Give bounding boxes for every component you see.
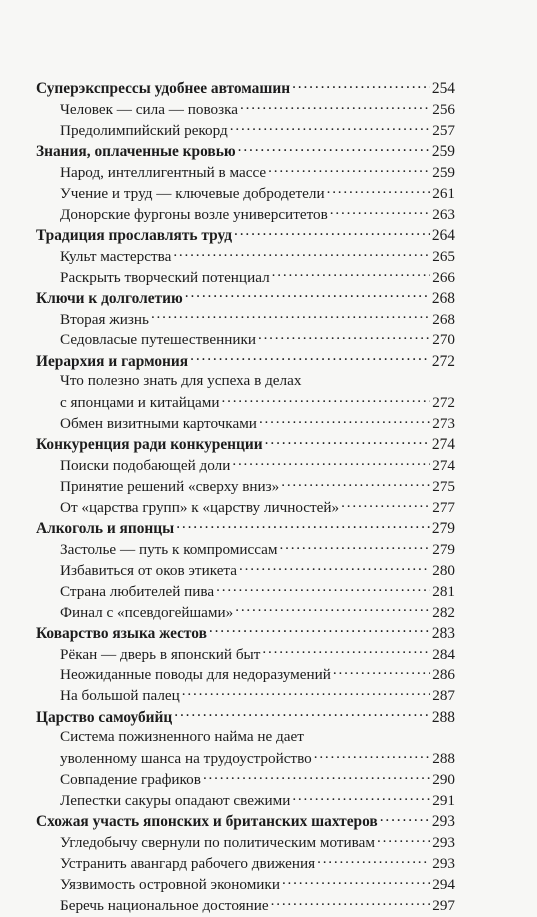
toc-section-entry	[36, 832, 455, 853]
toc-entry-title: Система пожизненного найма не дает	[60, 728, 304, 746]
toc-dot-leader	[327, 183, 431, 198]
toc-dot-leader	[209, 622, 430, 637]
toc-dot-leader	[203, 769, 430, 784]
toc-entry-title: Устранить авангард рабочего движения	[60, 854, 316, 872]
toc-dot-leader	[271, 895, 431, 910]
toc-page-number: 293	[432, 854, 455, 872]
toc-section-entry	[36, 476, 455, 497]
toc-dot-leader	[222, 392, 431, 407]
toc-entry-title: Человек — сила — повозка	[60, 101, 239, 119]
toc-dot-leader	[341, 497, 430, 512]
toc-section-entry	[36, 874, 455, 895]
toc-dot-leader	[281, 476, 430, 491]
toc-dot-leader	[317, 853, 430, 868]
toc-page-number: 273	[432, 415, 455, 433]
toc-section-entry	[36, 455, 455, 476]
toc-section-entry	[36, 308, 455, 329]
toc-section-entry	[36, 643, 455, 664]
toc-dot-leader	[176, 518, 430, 533]
toc-chapter-entry	[36, 350, 455, 371]
toc-page-number: 288	[431, 708, 455, 726]
toc-section-entry	[36, 392, 455, 413]
toc-dot-leader	[238, 141, 430, 156]
toc-page-number: 261	[432, 184, 455, 202]
toc-page-number: 265	[432, 247, 455, 265]
toc-entry-title: Алкоголь и японцы	[36, 520, 175, 538]
toc-entry-title: уволенному шанса на трудоустройство	[60, 750, 312, 768]
toc-entry-title: Страна любителей пива	[60, 582, 215, 600]
toc-entry-title: Избавиться от оков этикета	[60, 561, 237, 579]
toc-chapter-entry	[36, 287, 455, 308]
toc-dot-leader	[272, 266, 431, 281]
toc-dot-leader	[380, 811, 430, 826]
toc-page-number: 279	[431, 520, 455, 538]
toc-entry-title: Традиция прославлять труд	[36, 226, 233, 244]
toc-page-number: 283	[431, 624, 455, 642]
toc-entry-title: Неожиданные поводы для недоразумений	[60, 666, 331, 684]
toc-entry-title: Совпадение графиков	[60, 771, 201, 789]
toc-page-number: 268	[432, 310, 455, 328]
toc-dot-leader	[377, 832, 430, 847]
toc-page-number: 294	[432, 875, 455, 893]
toc-dot-leader	[280, 539, 431, 554]
toc-dot-leader	[333, 664, 430, 679]
toc-page-number: 268	[431, 289, 455, 307]
toc-page-number: 259	[432, 163, 455, 181]
toc-entry-title: Ключи к долголетию	[36, 289, 183, 307]
toc-dot-leader	[230, 120, 430, 135]
toc-chapter-entry	[36, 622, 455, 643]
toc-section-entry	[36, 601, 455, 622]
toc-entry-title: Лепестки сакуры опадают свежими	[60, 792, 291, 810]
toc-page-number: 288	[432, 750, 455, 768]
toc-section-entry	[36, 853, 455, 874]
toc-entry-title: Народ, интеллигентный в массе	[60, 163, 267, 181]
toc-entry-title: Конкуренция ради конкуренции	[36, 436, 263, 454]
toc-entry-title: Рёкан — дверь в японский быт	[60, 645, 261, 663]
toc-dot-leader	[268, 162, 430, 177]
toc-page-number: 293	[432, 833, 455, 851]
toc-section-entry	[36, 266, 455, 287]
toc-dot-leader	[292, 78, 430, 93]
toc-dot-leader	[151, 308, 430, 323]
toc-section-entry	[36, 748, 455, 769]
toc-page-number: 264	[431, 226, 455, 244]
toc-page-number: 272	[431, 352, 455, 370]
toc-section-entry	[36, 371, 455, 392]
toc-entry-title: Учение и труд — ключевые добродетели	[60, 184, 325, 202]
toc-dot-leader	[174, 706, 430, 721]
toc-entry-title: Застолье — путь к компромиссам	[60, 540, 278, 558]
toc-entry-title: Культ мастерства	[60, 247, 172, 265]
toc-page-number: 274	[432, 457, 455, 475]
toc-dot-leader	[239, 560, 430, 575]
table-of-contents	[36, 78, 455, 916]
toc-dot-leader	[330, 204, 430, 219]
toc-dot-leader	[314, 748, 430, 763]
toc-dot-leader	[282, 874, 430, 889]
toc-dot-leader	[232, 455, 430, 470]
toc-page-number: 277	[432, 498, 455, 516]
toc-entry-title: Принятие решений «сверху вниз»	[60, 478, 280, 495]
toc-page-number: 254	[431, 80, 455, 98]
toc-dot-leader	[185, 287, 430, 302]
toc-section-entry	[36, 727, 455, 748]
toc-section-entry	[36, 497, 455, 518]
toc-entry-title: Предолимпийский рекорд	[60, 122, 228, 140]
toc-dot-leader	[262, 643, 430, 658]
toc-page-number: 266	[432, 268, 455, 286]
toc-entry-title: Поиски подобающей доли	[60, 457, 231, 475]
toc-page-number: 287	[432, 687, 455, 705]
toc-dot-leader	[216, 581, 430, 596]
toc-page-number: 256	[432, 101, 455, 119]
toc-section-entry	[36, 162, 455, 183]
toc-section-entry	[36, 329, 455, 350]
toc-page-number: 280	[432, 561, 455, 579]
toc-page-number: 297	[432, 896, 455, 914]
toc-section-entry	[36, 685, 455, 706]
toc-page-number: 270	[432, 331, 455, 349]
toc-section-entry	[36, 246, 455, 267]
toc-section-entry	[36, 581, 455, 602]
toc-entry-title: От «царства групп» к «царству личностей»	[60, 498, 340, 516]
toc-dot-leader	[182, 685, 430, 700]
toc-dot-leader	[173, 246, 430, 261]
toc-chapter-entry	[36, 811, 455, 832]
toc-page-number: 291	[432, 792, 455, 810]
toc-dot-leader	[240, 99, 430, 114]
toc-page-number: 263	[432, 205, 455, 223]
toc-dot-leader	[258, 329, 430, 344]
toc-section-entry	[36, 895, 455, 916]
toc-section-entry	[36, 183, 455, 204]
toc-entry-title: Седовласые путешественники	[60, 331, 256, 349]
toc-section-entry	[36, 769, 455, 790]
toc-entry-title: Коварство языка жестов	[36, 624, 207, 642]
toc-entry-title: Обмен визитными карточками	[60, 415, 257, 433]
toc-chapter-entry	[36, 141, 455, 162]
toc-page-number: 293	[431, 813, 455, 831]
toc-page-number: 284	[432, 645, 455, 663]
toc-entry-title: Вторая жизнь	[60, 310, 149, 328]
toc-entry-title: Уязвимость островной экономики	[60, 875, 280, 893]
toc-entry-title: Что полезно знать для успеха в делах	[60, 372, 302, 390]
toc-section-entry	[36, 539, 455, 560]
toc-entry-title: Раскрыть творческий потенциал	[60, 268, 270, 286]
toc-chapter-entry	[36, 518, 455, 539]
toc-dot-leader	[292, 790, 430, 805]
toc-entry-title: с японцами и китайцами	[60, 394, 220, 412]
toc-section-entry	[36, 120, 455, 141]
toc-page-number: 274	[431, 436, 455, 454]
toc-section-entry	[36, 204, 455, 225]
toc-chapter-entry	[36, 706, 455, 727]
toc-page-number: 286	[432, 666, 455, 684]
toc-entry-title: Беречь национальное достояние	[60, 896, 269, 914]
toc-chapter-entry	[36, 434, 455, 455]
toc-section-entry	[36, 413, 455, 434]
toc-section-entry	[36, 99, 455, 120]
toc-dot-leader	[190, 350, 430, 365]
toc-section-entry	[36, 790, 455, 811]
toc-dot-leader	[265, 434, 430, 449]
toc-entry-title: Финал с «псевдогейшами»	[60, 603, 234, 621]
toc-entry-title: На большой палец	[60, 687, 180, 705]
toc-section-entry	[36, 664, 455, 685]
toc-page-number: 279	[432, 540, 455, 558]
toc-page-number: 272	[432, 394, 455, 412]
toc-page-number: 281	[432, 582, 455, 600]
toc-chapter-entry	[36, 78, 455, 99]
toc-entry-title: Схожая участь японских и британских шахтеров	[36, 813, 378, 831]
toc-entry-title: Донорские фургоны возле университетов	[60, 205, 328, 223]
toc-page-number: 257	[432, 122, 455, 140]
toc-page-number: 290	[432, 771, 455, 789]
toc-chapter-entry	[36, 225, 455, 246]
toc-page-number: 259	[431, 143, 455, 161]
toc-entry-title: Угледобычу свернули по политическим мотивам	[60, 833, 376, 851]
toc-dot-leader	[235, 601, 430, 616]
toc-entry-title: Суперэкспрессы удобнее автомашин	[36, 80, 291, 98]
toc-entry-title: Царство самоубийц	[36, 708, 173, 726]
toc-section-entry	[36, 560, 455, 581]
toc-dot-leader	[259, 413, 430, 428]
toc-page-number: 282	[432, 603, 455, 621]
toc-page-number: 275	[432, 478, 455, 495]
toc-entry-title: Знания, оплаченные кровью	[36, 143, 236, 161]
toc-dot-leader	[234, 225, 430, 240]
toc-entry-title: Иерархия и гармония	[36, 352, 189, 370]
